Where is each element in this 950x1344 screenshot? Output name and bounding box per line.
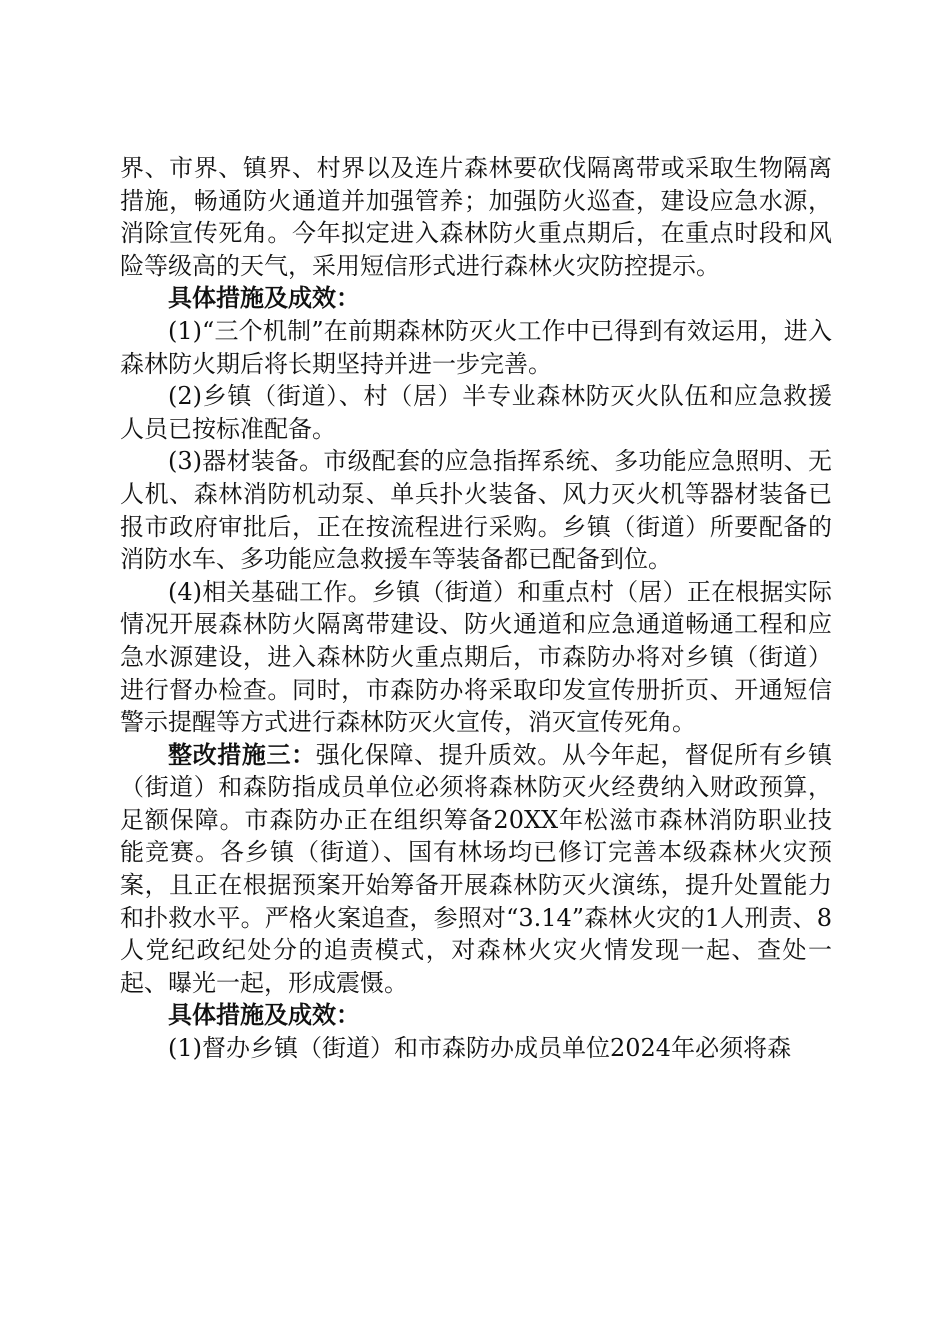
- section-heading-measures-1: 具体措施及成效：: [168, 283, 360, 313]
- rectification-3-body: 强化保障、提升质效。从今年起，督促所有乡镇（街道）和森防指成员单位必须将森林防灭火经费纳入财政预算，足额保障。市森防办正在组织筹备20XX年松滋市森林消防职业技能竞赛。各乡镇（街道）、国有林场均已修订完善本级森林火灾预案，且正在根据预案开始筹备开展森林防灭火演练，提升处置能力和扑救水平。严格火案追查，参照对“3.14”森林火灾的1人刑责、8人党纪政纪处分的追责模式，对森林火灾火情发现一起、查处一起、曝光一起，形成震慑。: [120, 740, 833, 997]
- paragraph-item-3: (3)器材装备。市级配套的应急指挥系统、多功能应急照明、无人机、森林消防机动泵、单兵扑火装备、风力灭火机等器材装备已报市政府审批后，正在按流程进行采购。乡镇（街道）所要配备的消防水车、多功能应急救援车等装备都已配备到位。: [120, 447, 832, 574]
- section-heading-measures-2: 具体措施及成效：: [168, 1000, 360, 1030]
- paragraph-continuation: 界、市界、镇界、村界以及连片森林要砍伐隔离带或采取生物隔离措施，畅通防火通道并加强管养；加强防火巡查，建设应急水源，消除宣传死角。今年拟定进入森林防火重点期后，在重点时段和风险等级高的天气，采用短信形式进行森林火灾防控提示。: [120, 154, 832, 280]
- paragraph-item-4: (4)相关基础工作。乡镇（街道）和重点村（居）正在根据实际情况开展森林防火隔离带建设、防火通道和应急通道畅通工程和应急水源建设，进入森林防火重点期后，市森防办将对乡镇（街道）进行督办检查。同时，市森防办将采取印发宣传册折页、开通短信警示提醒等方式进行森林防灭火宣传，消灭宣传死角。: [120, 577, 832, 737]
- paragraph-item-1: (1)“三个机制”在前期森林防灭火工作中已得到有效运用，进入森林防火期后将长期坚持并进一步完善。: [120, 316, 832, 378]
- paragraph-item-2: (2)乡镇（街道）、村（居）半专业森林防灭火队伍和应急救援人员已按标准配备。: [120, 382, 832, 443]
- rectification-3-lead: 整改措施三：: [168, 739, 316, 769]
- paragraph-item-2-1: (1)督办乡镇（街道）和市森防办成员单位2024年必须将森: [168, 1034, 792, 1063]
- paragraph-rectification-3: [120, 739, 832, 1000]
- document-page: [120, 152, 832, 1065]
